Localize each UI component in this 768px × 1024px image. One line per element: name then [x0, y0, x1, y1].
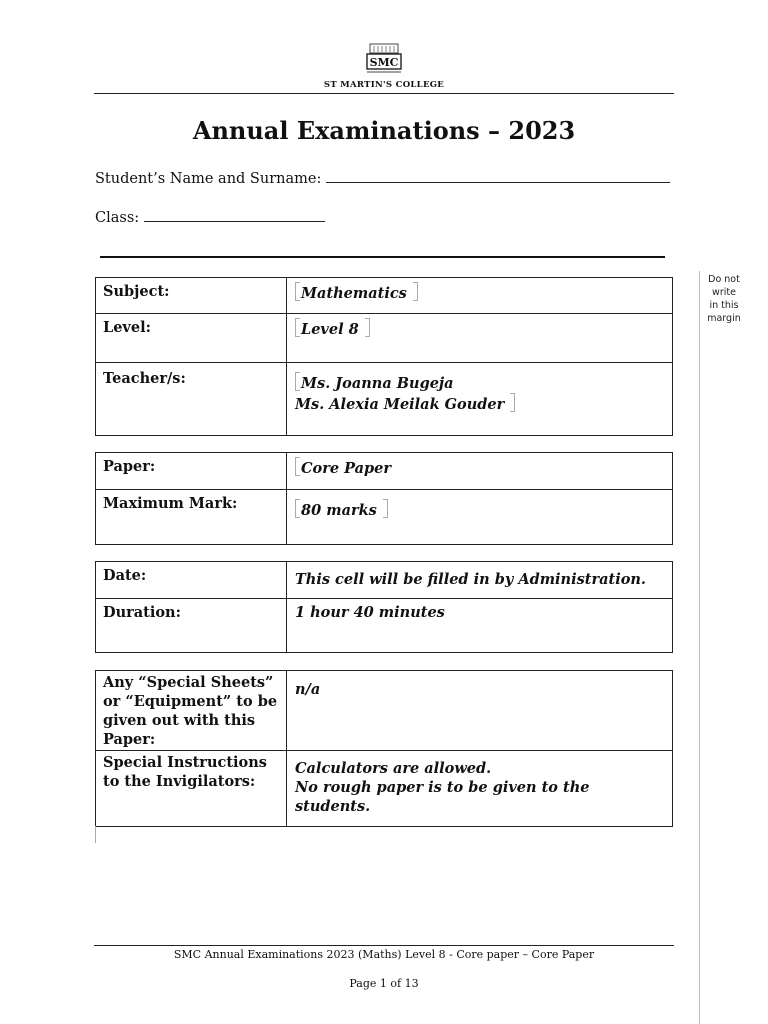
college-name: ST MARTIN'S COLLEGE — [323, 80, 445, 90]
level-value: Level 8 — [301, 321, 359, 338]
subject-cell — [287, 278, 673, 314]
paper-cell — [287, 453, 673, 490]
max-mark-cell — [287, 490, 673, 545]
student-name-blank[interactable] — [326, 170, 670, 183]
header-divider — [94, 93, 674, 94]
table-row — [96, 314, 673, 363]
field-bracket — [510, 393, 515, 412]
table-row — [96, 363, 673, 436]
margin-line — [699, 271, 700, 1024]
instructions-table — [95, 670, 673, 827]
subject-label: Subject: — [96, 278, 287, 314]
subject-value: Mathematics — [301, 285, 407, 302]
margin-note — [702, 273, 746, 325]
level-cell — [287, 314, 673, 363]
margin-note-line: Do not — [708, 274, 740, 285]
table-row — [96, 490, 673, 545]
table-row — [96, 671, 673, 751]
page-number: Page 1 of 13 — [349, 977, 419, 990]
schedule-table — [95, 561, 673, 653]
date-label: Date: — [96, 562, 287, 599]
student-name-label: Student’s Name and Surname: — [95, 171, 322, 187]
duration-label: Duration: — [96, 599, 287, 653]
field-bracket — [365, 318, 370, 337]
max-mark-value: 80 marks — [301, 502, 377, 519]
table-row — [96, 453, 673, 490]
date-value: This cell will be filled in by Administration. — [287, 562, 673, 599]
class-field — [95, 209, 325, 226]
margin-note-line: margin — [707, 313, 741, 324]
teachers-label: Teacher/s: — [96, 363, 287, 436]
subject-table — [95, 277, 673, 436]
margin-note-line: write — [712, 287, 736, 298]
level-label: Level: — [96, 314, 287, 363]
instruction-1: Calculators are allowed. — [295, 760, 492, 777]
instruction-2: No rough paper is to be given to the students. — [295, 779, 590, 815]
teacher-1: Ms. Joanna Bugeja — [301, 375, 454, 392]
teacher-2: Ms. Alexia Meilak Gouder — [295, 396, 505, 413]
paper-table — [95, 452, 673, 545]
section-divider — [100, 256, 665, 258]
footer-text: SMC Annual Examinations 2023 (Maths) Level 8 - Core paper – Core Paper — [173, 948, 595, 961]
class-blank[interactable] — [144, 209, 325, 222]
table-row — [96, 278, 673, 314]
table-row — [96, 751, 673, 827]
paper-label: Paper: — [96, 453, 287, 490]
instructions-cell — [287, 751, 673, 827]
page-title: Annual Examinations – 2023 — [192, 116, 576, 145]
section-break-mark — [95, 826, 96, 843]
special-sheets-label: Any “Special Sheets” or “Equipment” to be given out with this Paper: — [96, 671, 287, 751]
field-bracket — [295, 372, 300, 391]
paper-value: Core Paper — [301, 460, 392, 477]
class-label: Class: — [95, 210, 140, 226]
student-name-field — [95, 170, 670, 187]
max-mark-label: Maximum Mark: — [96, 490, 287, 545]
footer-divider — [94, 945, 674, 946]
field-bracket — [295, 457, 300, 476]
college-logo — [364, 42, 404, 76]
logo-text: SMC — [369, 56, 399, 69]
field-bracket — [295, 499, 300, 518]
duration-value: 1 hour 40 minutes — [287, 599, 673, 653]
table-row — [96, 562, 673, 599]
special-sheets-value: n/a — [287, 671, 673, 751]
field-bracket — [295, 282, 300, 301]
table-row — [96, 599, 673, 653]
field-bracket — [413, 282, 418, 301]
field-bracket — [383, 499, 388, 518]
instructions-label: Special Instructions to the Invigilators: — [96, 751, 287, 827]
margin-note-line: in this — [709, 300, 739, 311]
teachers-cell — [287, 363, 673, 436]
field-bracket — [295, 318, 300, 337]
